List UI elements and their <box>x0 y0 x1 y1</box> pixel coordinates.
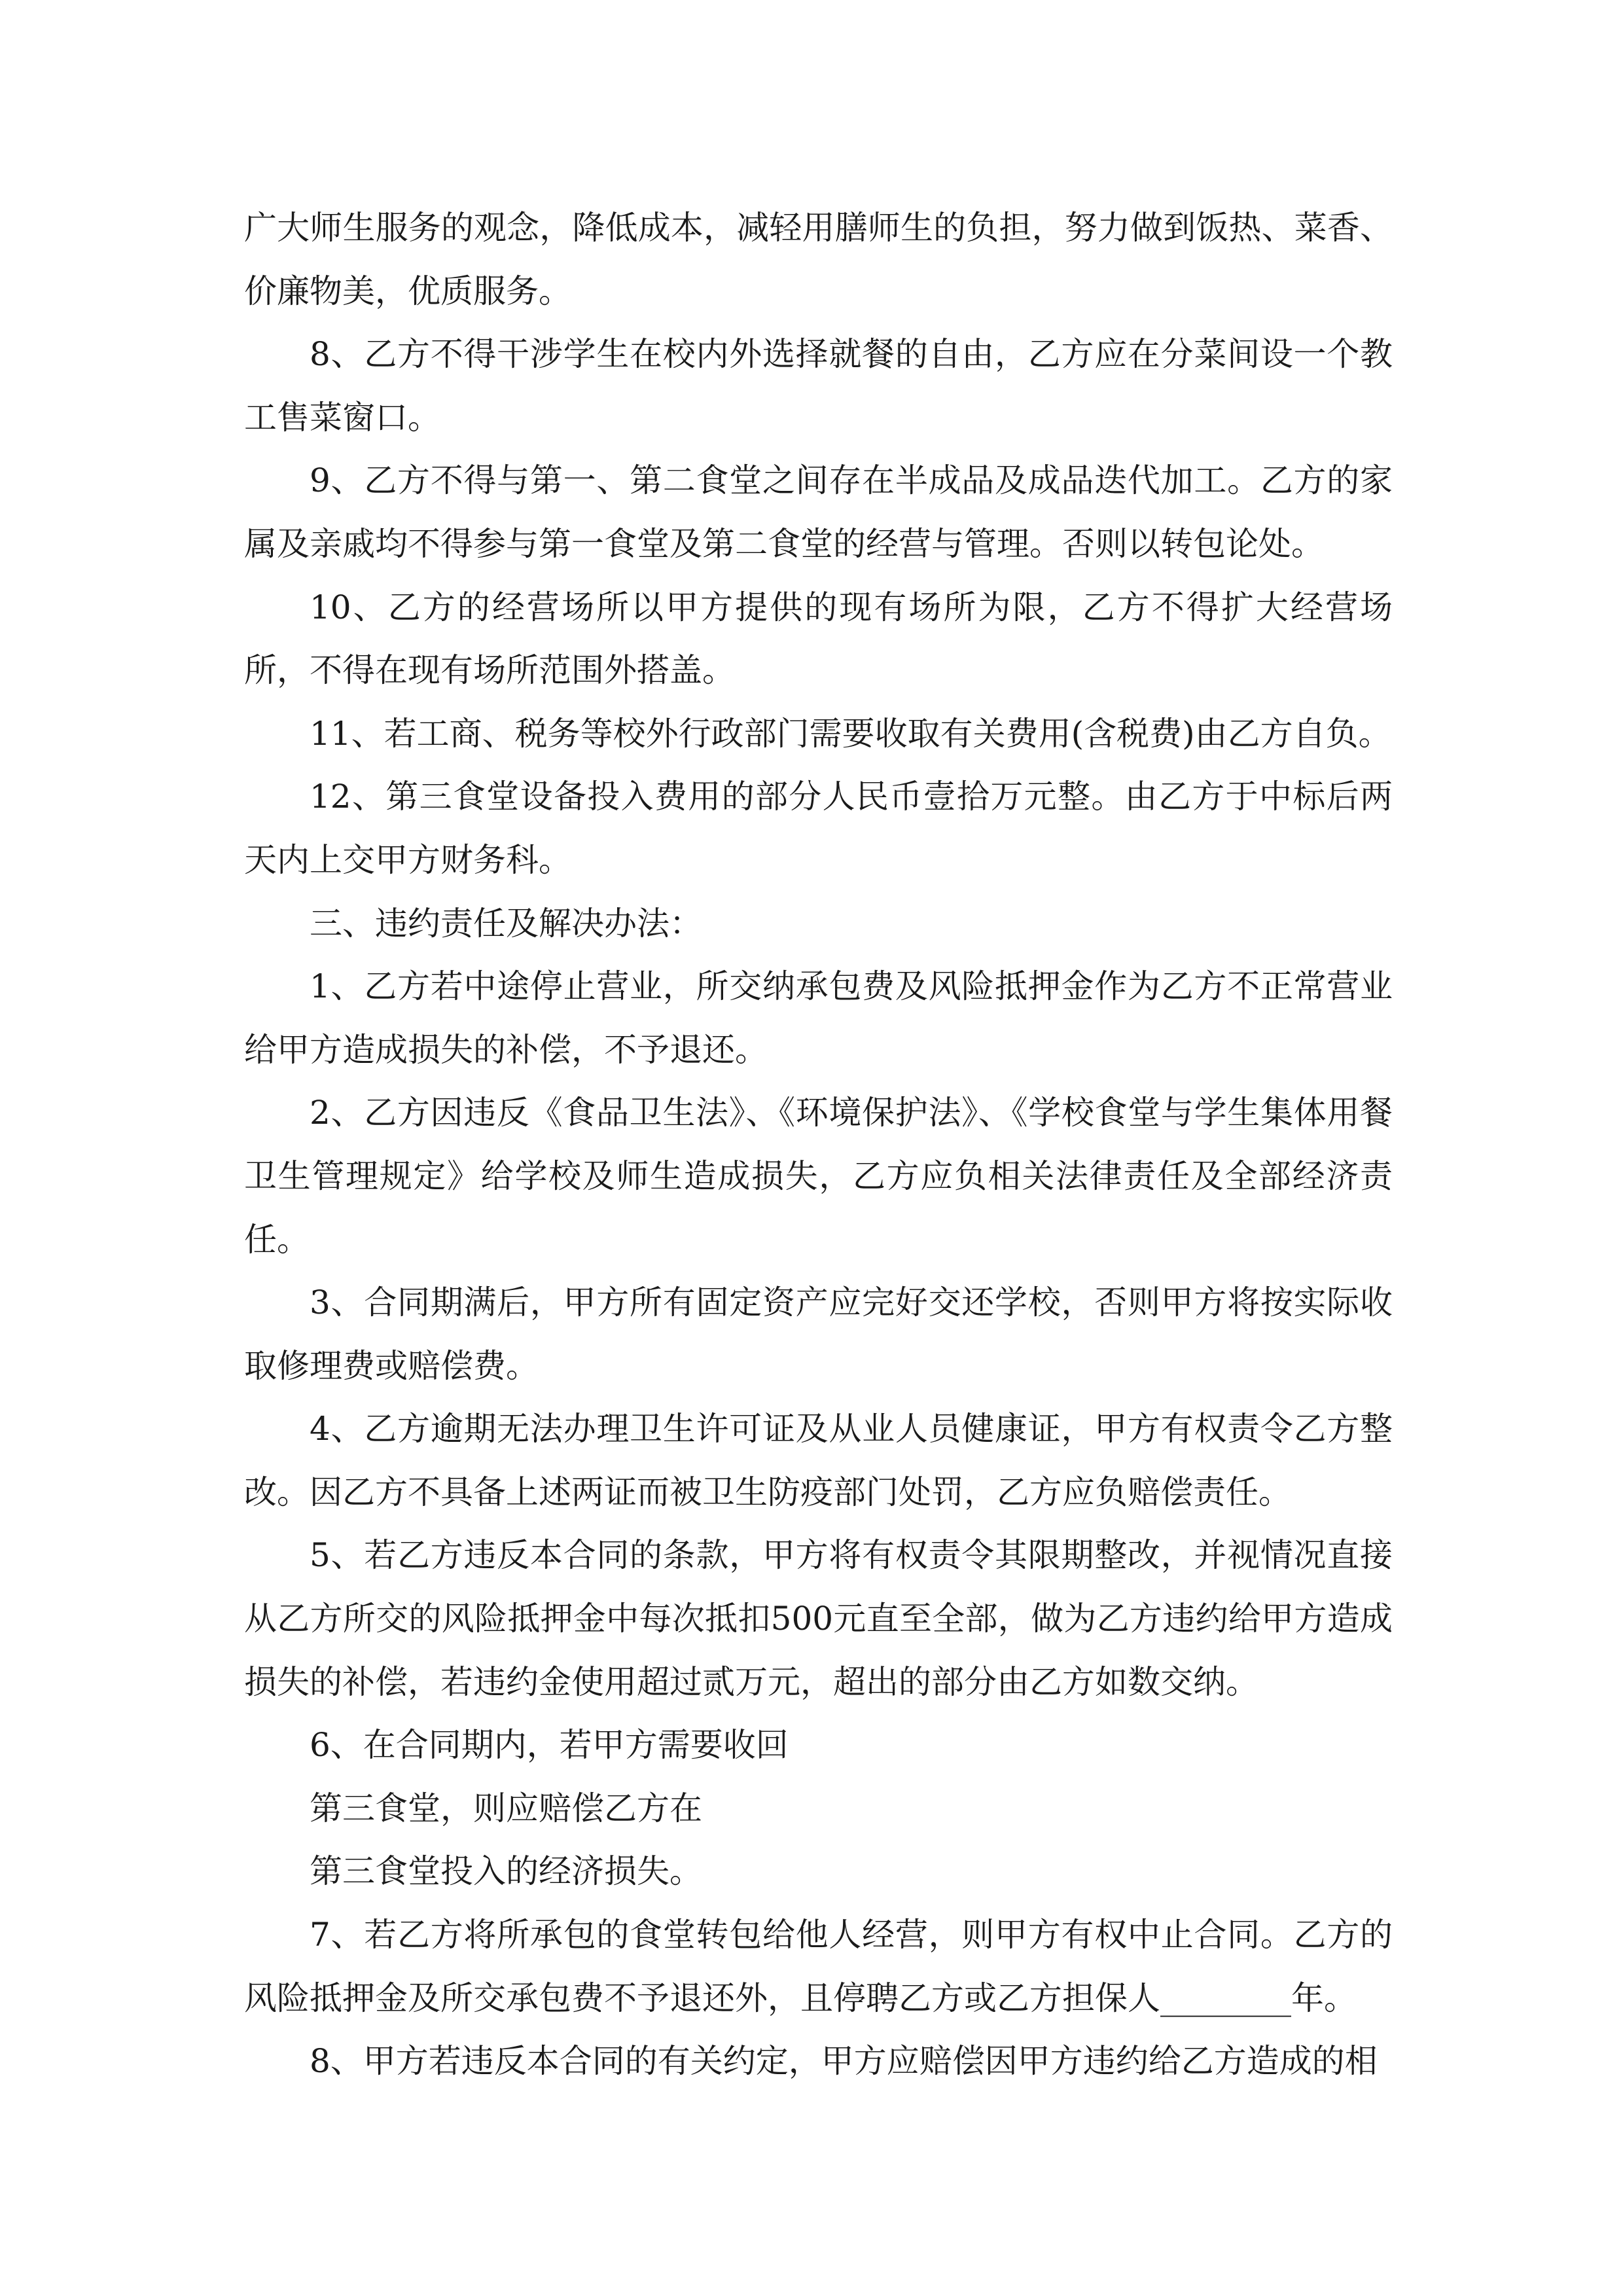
paragraph-clause-11-fees: 11、若工商、税务等校外行政部门需要收取有关费用(含税费)由乙方自负。 <box>310 714 1391 753</box>
paragraph-clause-9-processing: 9、乙方不得与第一、第二食堂之间存在半成品及成品迭代加工。乙方的家属及亲戚均不得参与第一食堂及第二食堂的经营与管理。否则以转包论处。 <box>244 461 1393 563</box>
paragraph-breach-6-line-1: 6、在合同期内，若甲方需要收回 <box>310 1726 789 1765</box>
paragraph-breach-7: 7、若乙方将所承包的食堂转包给他人经营，则甲方有权中止合同。乙方的风险抵押金及所交承包费不予退还外，且停聘乙方或乙方担保人________年。 <box>244 1916 1393 2017</box>
paragraph-breach-3: 3、合同期满后，甲方所有固定资产应完好交还学校，否则甲方将按实际收取修理费或赔偿费。 <box>244 1283 1393 1385</box>
paragraph-clause-8-dining-freedom: 8、乙方不得干涉学生在校内外选择就餐的自由，乙方应在分菜间设一个教工售菜窗口。 <box>244 335 1393 437</box>
paragraph-breach-6-line-3: 第三食堂投入的经济损失。 <box>310 1852 702 1891</box>
paragraph-breach-5: 5、若乙方违反本合同的条款，甲方将有权责令其限期整改，并视情况直接从乙方所交的风险抵押金中每次抵扣500元直至全部，做为乙方违约给甲方造成损失的补偿，若违约金使用超过贰万元，超出的部分由乙方如数交纳。 <box>244 1536 1393 1701</box>
document-body <box>244 196 1393 2093</box>
paragraph-breach-4: 4、乙方逾期无法办理卫生许可证及从业人员健康证，甲方有权责令乙方整改。因乙方不具备上述两证而被卫生防疫部门处罚，乙方应负赔偿责任。 <box>244 1410 1393 1511</box>
paragraph-clause-10-premises: 10、乙方的经营场所以甲方提供的现有场所为限，乙方不得扩大经营场所，不得在现有场所范围外搭盖。 <box>244 588 1393 690</box>
paragraph-breach-1: 1、乙方若中途停止营业，所交纳承包费及风险抵押金作为乙方不正常营业给甲方造成损失的补偿，不予退还。 <box>244 967 1393 1069</box>
paragraph-breach-6-line-2: 第三食堂，则应赔偿乙方在 <box>310 1789 702 1827</box>
section-heading-breach-liability: 三、违约责任及解决办法： <box>310 904 702 942</box>
paragraph-breach-2: 2、乙方因违反《食品卫生法》、《环境保护法》、《学校食堂与学生集体用餐卫生管理规定》给学校及师生造成损失，乙方应负相关法律责任及全部经济责任。 <box>244 1094 1393 1259</box>
paragraph-breach-8: 8、甲方若违反本合同的有关约定，甲方应赔偿因甲方违约给乙方造成的相 <box>310 2042 1378 2081</box>
paragraph-clause-12-equipment: 12、第三食堂设备投入费用的部分人民币壹拾万元整。由乙方于中标后两天内上交甲方财务科。 <box>244 778 1393 879</box>
paragraph-continued-service: 广大师生服务的观念，降低成本，减轻用膳师生的负担，努力做到饭热、菜香、价廉物美，优质服务。 <box>244 209 1393 310</box>
